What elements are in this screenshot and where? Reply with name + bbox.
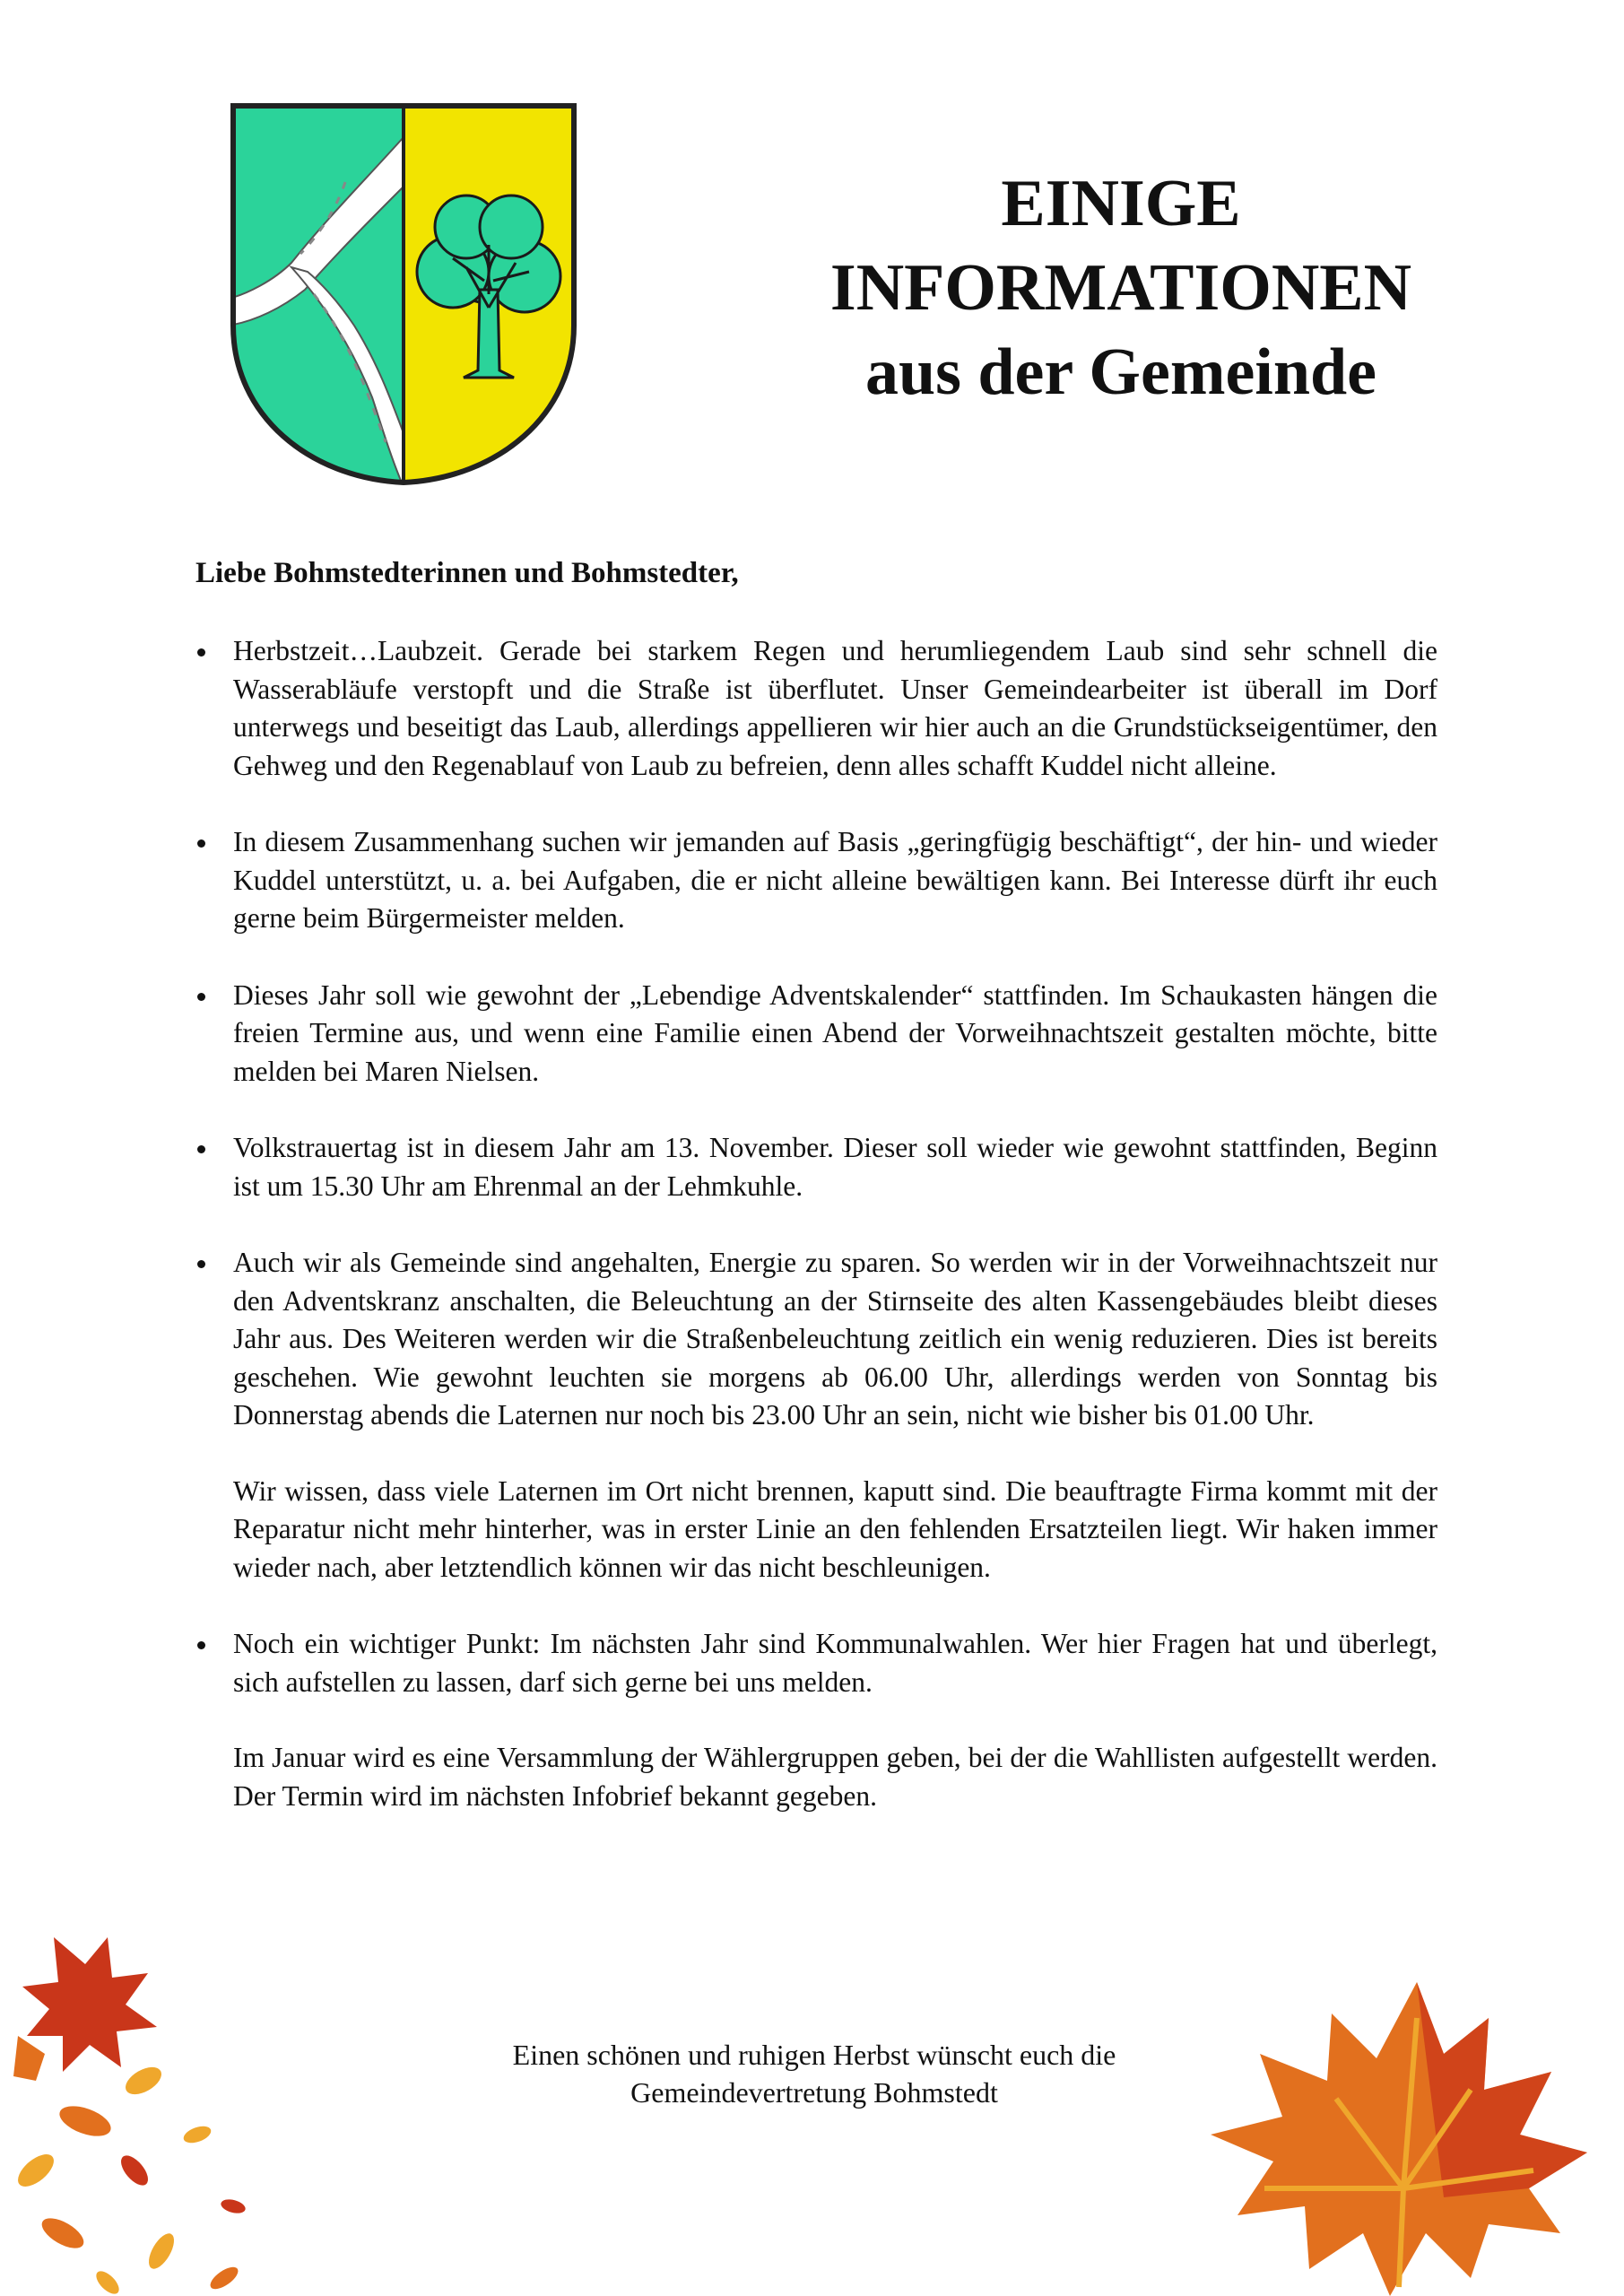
item-paragraph: In diesem Zusammenhang suchen wir jemanden auf Basis „geringfügig beschäftigt“, der hin- und wieder Kuddel unterstützt, u. a. bei Aufgaben, die er nicht alleine bewältigen kann. Bei Interesse dürft ihr euch gerne beim Bürgermeister melden. — [233, 826, 1437, 934]
item-paragraph: Herbstzeit…Laubzeit. Gerade bei starkem Regen und herumliegendem Laub sind sehr schnell die Wasserabläufe verstopft und die Straße ist überflutet. Unser Gemeindearbeiter ist überall im Dorf unterwegs und beseitigt das Laub, allerdings appellieren wir hier auch an die Grundstückseigentümer, den Gehweg und den Regenablauf von Laub zu befreien, denn alles schafft Kuddel nicht alleine. — [233, 635, 1437, 781]
bullet-icon — [197, 648, 205, 657]
bullet-icon — [197, 1145, 205, 1153]
title-line-3: aus der Gemeinde — [864, 335, 1377, 409]
item-paragraph: Auch wir als Gemeinde sind angehalten, Energie zu sparen. So werden wir in der Vorweihnachtszeit nur den Adventskranz anschalten, die Beleuchtung an der Stirnseite des alten Kassengebäudes bleibt dieses Jahr aus. Des Weiteren werden wir die Straßenbeleuchtung zeitlich ein wenig reduzieren. Dies ist bereits geschehen. Wie gewohnt leuchten sie morgens ab 06.00 Uhr, allerdings werden von Sonntag bis Donnerstag abends die Laternen nur noch bis 23.00 Uhr an sein, nicht wie bisher bis 01.00 Uhr. — [233, 1247, 1437, 1431]
list-item — [195, 1244, 1437, 1587]
item-paragraph: Volkstrauertag ist in diesem Jahr am 13. November. Dieser soll wieder wie gewohnt stattfinden, Beginn ist um 15.30 Uhr am Ehrenmal an der Lehmkuhle. — [233, 1132, 1437, 1202]
list-item — [195, 1129, 1437, 1205]
closing-note — [375, 2036, 1254, 2111]
coat-of-arms-icon — [229, 101, 578, 487]
list-item — [195, 823, 1437, 938]
page-title — [771, 161, 1471, 414]
bullet-list — [195, 632, 1437, 1854]
bullet-icon — [197, 839, 205, 848]
maple-leaf-right-icon — [1175, 1964, 1605, 2296]
greeting: Liebe Bohmstedterinnen und Bohmstedter, — [195, 557, 739, 589]
title-line-2: INFORMATIONEN — [829, 251, 1412, 325]
item-paragraph: Wir wissen, dass viele Laternen im Ort nicht brennen, kaputt sind. Die beauftragte Firma kommt mit der Reparatur nicht mehr hinterher, was in erster Linie an den fehlenden Ersatzteilen liegt. Wir haken immer wieder nach, aber letztendlich können wir das nicht beschleunigen. — [233, 1474, 1437, 1583]
title-line-1: EINIGE — [1001, 167, 1241, 240]
list-item — [195, 632, 1437, 785]
list-item — [195, 977, 1437, 1091]
item-paragraph: Noch ein wichtiger Punkt: Im nächsten Jahr sind Kommunalwahlen. Wer hier Fragen hat und überlegt, sich aufstellen zu lassen, darf sich gerne bei uns melden. — [233, 1628, 1437, 1698]
closing-line-1: Einen schönen und ruhigen Herbst wünscht euch die — [512, 2039, 1116, 2071]
closing-line-2: Gemeindevertretung Bohmstedt — [630, 2076, 998, 2109]
autumn-leaves-left-icon — [0, 1901, 296, 2296]
bullet-icon — [197, 993, 205, 1001]
bullet-icon — [197, 1260, 205, 1268]
item-paragraph: Dieses Jahr soll wie gewohnt der „Lebendige Adventskalender“ stattfinden. Im Schaukasten hängen die freien Termine aus, und wenn eine Familie einen Abend der Vorweihnachtszeit gestalten möchte, bitte melden bei Maren Nielsen. — [233, 978, 1437, 1087]
item-paragraph: Im Januar wird es eine Versammlung der Wählergruppen geben, bei der die Wahllisten aufgestellt werden. Der Termin wird im nächsten Infobrief bekannt gegeben. — [233, 1742, 1437, 1812]
list-item — [195, 1625, 1437, 1815]
bullet-icon — [197, 1641, 205, 1649]
